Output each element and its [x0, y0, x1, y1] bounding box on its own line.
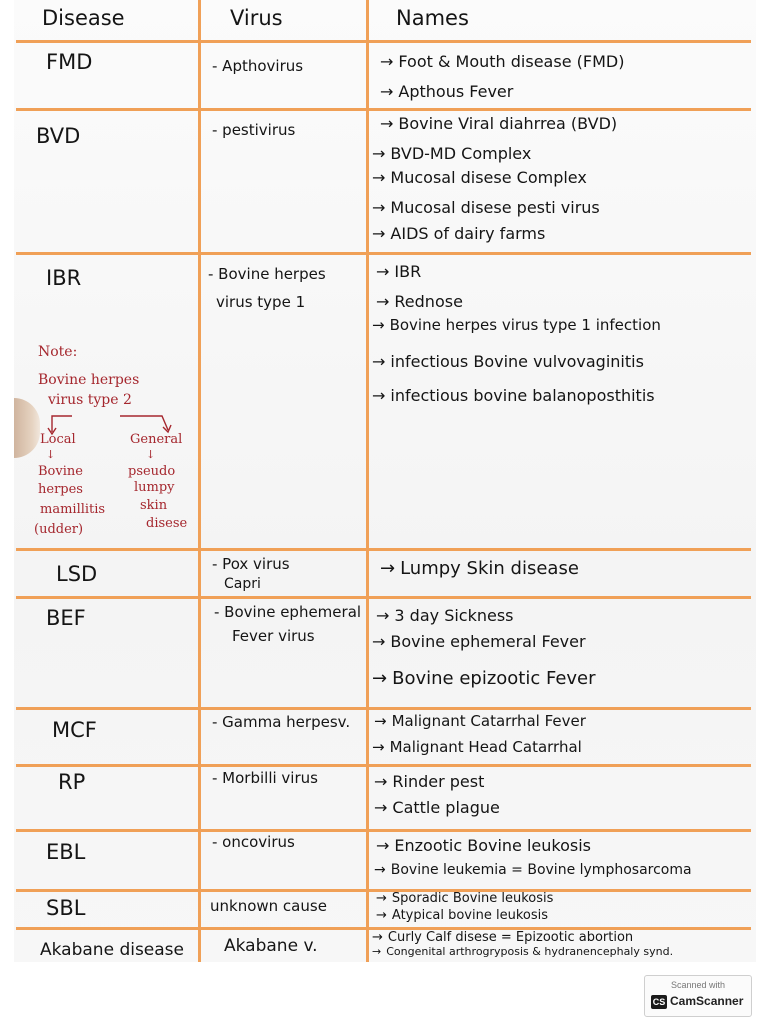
note-local-arrow: ↓ [46, 448, 56, 461]
disease-bef: BEF [46, 606, 86, 630]
note-general-item-3: skin [140, 498, 168, 513]
name-bef-3: → Bovine epizootic Fever [372, 668, 596, 689]
note-general-arrow: ↓ [146, 448, 156, 461]
note-local-item-1: Bovine [38, 464, 83, 479]
name-sbl-1: → Sporadic Bovine leukosis [376, 891, 554, 906]
camscanner-watermark [644, 975, 752, 1017]
row-divider-bvd [16, 252, 751, 255]
camscanner-logo-icon: CS [652, 997, 666, 1007]
note-general-item-1: pseudo [128, 464, 176, 479]
disease-lsd: LSD [56, 562, 98, 586]
column-divider-2 [366, 0, 369, 962]
name-ebl-1: → Enzootic Bovine leukosis [376, 836, 592, 855]
name-sbl-2: → Atypical bovine leukosis [376, 908, 548, 923]
virus-ebl: - oncovirus [212, 833, 295, 851]
name-bvd-4: → Mucosal disese pesti virus [372, 198, 600, 217]
name-bvd-1: → Bovine Viral diahrrea (BVD) [380, 114, 618, 133]
name-rp-2: → Cattle plague [374, 798, 500, 817]
virus-lsd-1: - Pox virus [212, 555, 290, 573]
virus-akabane: Akabane v. [224, 936, 318, 956]
virus-bef-1: - Bovine ephemeral [214, 603, 362, 621]
row-divider-bef [16, 707, 751, 710]
disease-sbl: SBL [46, 896, 86, 920]
virus-bef-2: Fever virus [232, 627, 315, 645]
name-bvd-3: → Mucosal disese Complex [372, 168, 587, 187]
note-line-1: Bovine herpes [38, 372, 140, 388]
name-akabane-1: → Curly Calf disese = Epizootic abortion [372, 930, 634, 945]
disease-ebl: EBL [46, 840, 86, 864]
name-bef-2: → Bovine ephemeral Fever [372, 632, 586, 651]
name-ibr-2: → Rednose [376, 292, 463, 311]
note-local-label: Local [40, 432, 76, 447]
column-divider-1 [198, 0, 201, 962]
name-fmd-1: → Foot & Mouth disease (FMD) [380, 52, 625, 71]
row-divider-fmd [16, 108, 751, 111]
virus-ibr-2: virus type 1 [216, 293, 306, 311]
note-general-item-4: disese [146, 516, 188, 531]
name-rp-1: → Rinder pest [374, 772, 485, 791]
virus-lsd-2: Capri [224, 576, 261, 592]
name-bvd-2: → BVD-MD Complex [372, 144, 532, 163]
name-bef-1: → 3 day Sickness [376, 606, 514, 625]
name-ibr-5: → infectious bovine balanoposthitis [372, 386, 655, 405]
virus-ibr-1: - Bovine herpes [208, 265, 326, 283]
row-divider-lsd [16, 596, 751, 599]
virus-fmd: - Apthovirus [212, 57, 304, 75]
disease-mcf: MCF [52, 718, 97, 742]
note-local-item-4: (udder) [34, 522, 84, 537]
virus-sbl: unknown cause [210, 897, 327, 915]
name-mcf-1: → Malignant Catarrhal Fever [374, 712, 586, 730]
virus-mcf: - Gamma herpesv. [212, 713, 351, 731]
header-disease: Disease [42, 6, 125, 30]
header-virus: Virus [230, 6, 283, 30]
name-fmd-2: → Apthous Fever [380, 82, 514, 101]
disease-bvd: BVD [36, 124, 81, 148]
name-ibr-3: → Bovine herpes virus type 1 infection [372, 316, 661, 334]
name-lsd-1: → Lumpy Skin disease [380, 558, 579, 579]
disease-fmd: FMD [46, 50, 93, 74]
name-mcf-2: → Malignant Head Catarrhal [372, 738, 582, 756]
finger-thumb [14, 398, 40, 458]
name-ibr-4: → infectious Bovine vulvovaginitis [372, 352, 644, 371]
row-divider-rp [16, 829, 751, 832]
watermark-brand: CamScanner [670, 994, 744, 1008]
row-divider-header [16, 40, 751, 43]
note-general-item-2: lumpy [134, 480, 175, 495]
row-divider-mcf [16, 764, 751, 767]
note-title: Note: [38, 344, 78, 360]
row-divider-ibr [16, 548, 751, 551]
virus-bvd: - pestivirus [212, 121, 296, 139]
name-bvd-5: → AIDS of dairy farms [372, 224, 546, 243]
note-local-item-3: mamillitis [40, 502, 106, 517]
name-ebl-2: → Bovine leukemia = Bovine lymphosarcoma [374, 862, 692, 878]
note-line-2: virus type 2 [48, 392, 132, 408]
header-names: Names [396, 6, 469, 30]
virus-rp: - Morbilli virus [212, 769, 318, 787]
name-ibr-1: → IBR [376, 262, 422, 281]
watermark-scanned-with: Scanned with [670, 980, 726, 990]
disease-ibr: IBR [46, 266, 82, 290]
disease-akabane: Akabane disease [40, 940, 185, 960]
disease-rp: RP [58, 770, 86, 794]
note-general-label: General [130, 432, 183, 447]
note-local-item-2: herpes [38, 482, 83, 497]
name-akabane-2: → Congenital arthrogryposis & hydranencephaly synd. [372, 945, 674, 958]
